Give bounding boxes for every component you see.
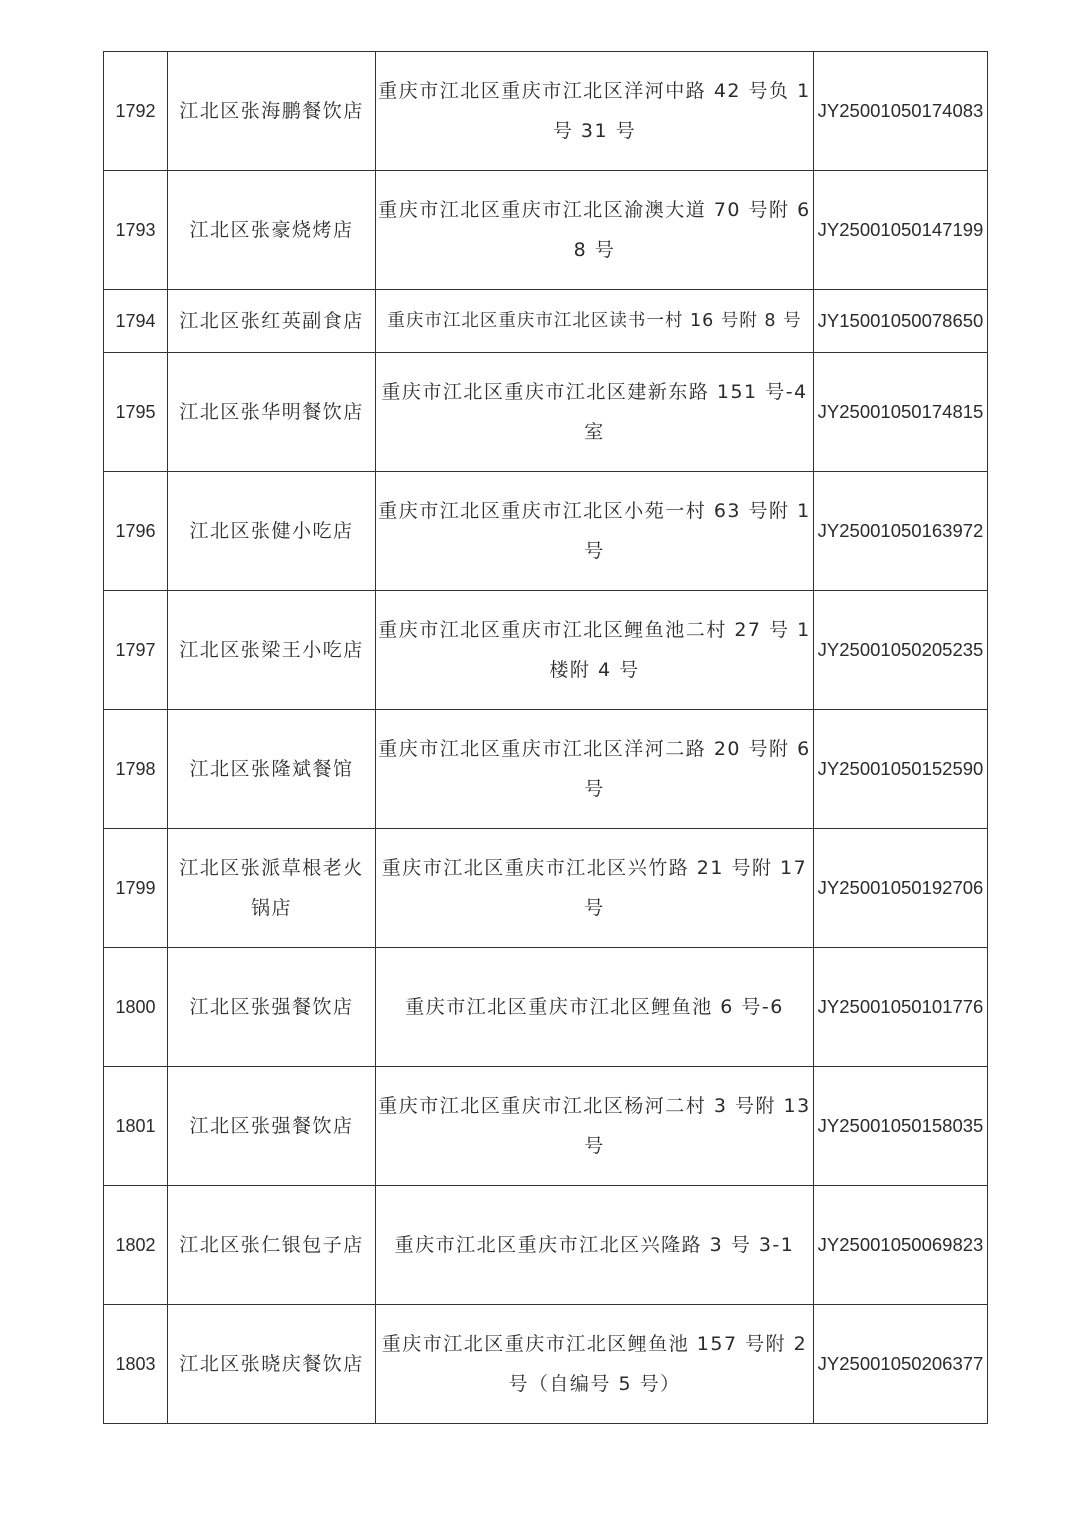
business-name: 江北区张晓庆餐饮店 [168, 1305, 376, 1424]
row-number: 1801 [104, 1067, 168, 1186]
row-number: 1802 [104, 1186, 168, 1305]
business-name: 江北区张健小吃店 [168, 472, 376, 591]
license-number: JY25001050152590 [814, 710, 988, 829]
license-number: JY25001050163972 [814, 472, 988, 591]
table-row [104, 1186, 988, 1305]
license-number: JY25001050069823 [814, 1186, 988, 1305]
row-number: 1798 [104, 710, 168, 829]
license-number: JY25001050158035 [814, 1067, 988, 1186]
table-row [104, 1305, 988, 1424]
business-address: 重庆市江北区重庆市江北区兴隆路 3 号 3-1 [376, 1186, 814, 1305]
business-name: 江北区张华明餐饮店 [168, 353, 376, 472]
business-address: 重庆市江北区重庆市江北区读书一村 16 号附 8 号 [376, 290, 814, 353]
license-number: JY25001050174815 [814, 353, 988, 472]
table-row [104, 171, 988, 290]
business-name: 江北区张海鹏餐饮店 [168, 52, 376, 171]
license-number: JY25001050147199 [814, 171, 988, 290]
business-name: 江北区张豪烧烤店 [168, 171, 376, 290]
business-name: 江北区张梁王小吃店 [168, 591, 376, 710]
business-name: 江北区张仁银包子店 [168, 1186, 376, 1305]
business-address: 重庆市江北区重庆市江北区鲤鱼池二村 27 号 1 楼附 4 号 [376, 591, 814, 710]
business-name: 江北区张强餐饮店 [168, 948, 376, 1067]
table-row [104, 829, 988, 948]
business-name: 江北区张隆斌餐馆 [168, 710, 376, 829]
table-row [104, 52, 988, 171]
business-name: 江北区张强餐饮店 [168, 1067, 376, 1186]
business-address: 重庆市江北区重庆市江北区小苑一村 63 号附 1 号 [376, 472, 814, 591]
row-number: 1797 [104, 591, 168, 710]
license-number: JY25001050101776 [814, 948, 988, 1067]
business-address: 重庆市江北区重庆市江北区鲤鱼池 6 号-6 [376, 948, 814, 1067]
business-address: 重庆市江北区重庆市江北区杨河二村 3 号附 13 号 [376, 1067, 814, 1186]
license-number: JY25001050206377 [814, 1305, 988, 1424]
business-address: 重庆市江北区重庆市江北区建新东路 151 号-4 室 [376, 353, 814, 472]
row-number: 1794 [104, 290, 168, 353]
row-number: 1799 [104, 829, 168, 948]
business-address: 重庆市江北区重庆市江北区洋河中路 42 号负 1 号 31 号 [376, 52, 814, 171]
row-number: 1803 [104, 1305, 168, 1424]
row-number: 1800 [104, 948, 168, 1067]
license-number: JY25001050192706 [814, 829, 988, 948]
table-row [104, 1067, 988, 1186]
table-row [104, 472, 988, 591]
row-number: 1793 [104, 171, 168, 290]
business-address: 重庆市江北区重庆市江北区鲤鱼池 157 号附 2 号（自编号 5 号） [376, 1305, 814, 1424]
license-number: JY15001050078650 [814, 290, 988, 353]
table-row [104, 353, 988, 472]
business-name: 江北区张红英副食店 [168, 290, 376, 353]
business-address: 重庆市江北区重庆市江北区渝澳大道 70 号附 68 号 [376, 171, 814, 290]
row-number: 1796 [104, 472, 168, 591]
row-number: 1792 [104, 52, 168, 171]
table-row [104, 290, 988, 353]
license-number: JY25001050205235 [814, 591, 988, 710]
business-address: 重庆市江北区重庆市江北区洋河二路 20 号附 6 号 [376, 710, 814, 829]
business-name: 江北区张派草根老火锅店 [168, 829, 376, 948]
license-number: JY25001050174083 [814, 52, 988, 171]
row-number: 1795 [104, 353, 168, 472]
business-address: 重庆市江北区重庆市江北区兴竹路 21 号附 17 号 [376, 829, 814, 948]
table-row [104, 591, 988, 710]
license-table [103, 51, 988, 1424]
table-row [104, 948, 988, 1067]
table-row [104, 710, 988, 829]
